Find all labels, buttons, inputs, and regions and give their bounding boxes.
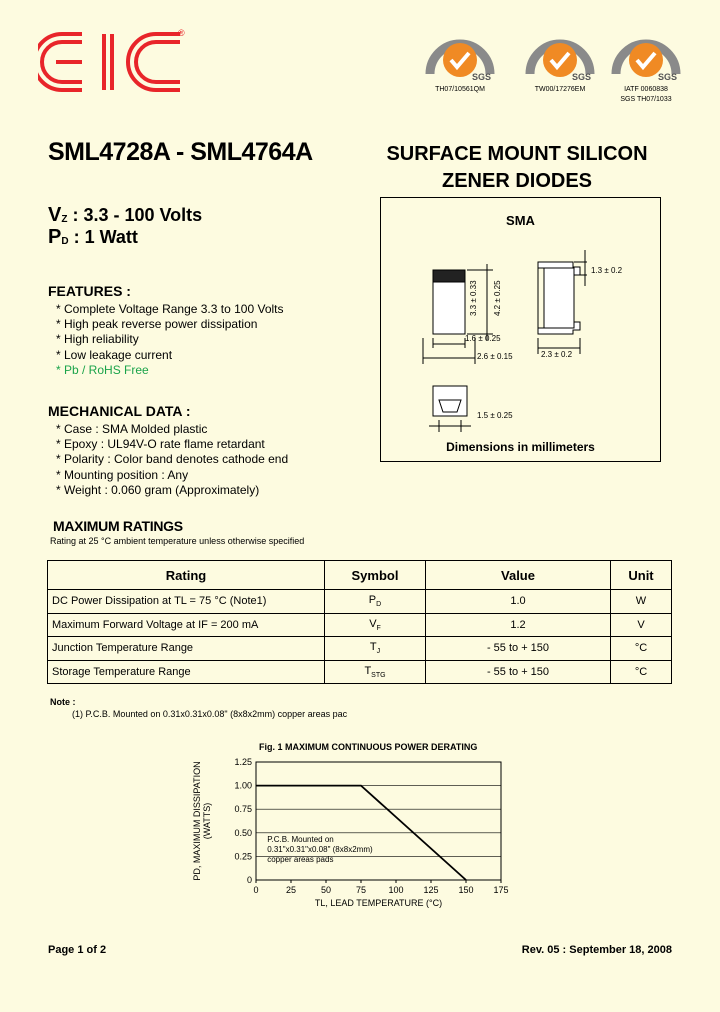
symbol-letter: P (368, 594, 377, 607)
eic-logo (38, 26, 190, 98)
x-tick-label: 150 (458, 885, 474, 895)
unit-cell: W (611, 590, 672, 614)
unit-cell: °C (611, 660, 672, 684)
value-cell: 1.2 (426, 613, 611, 637)
mechanical-list (56, 422, 288, 498)
feature-item: * Low leakage current (56, 347, 173, 362)
value-cell: 1.0 (426, 590, 611, 614)
vz-spec (48, 204, 202, 227)
symbol-letter: T (369, 641, 377, 654)
page-number: Page 1 of 2 (48, 944, 107, 956)
table-row (48, 590, 672, 614)
ratings-table (47, 560, 672, 684)
vz-value: : 3.3 - 100 Volts (72, 205, 203, 225)
rating-cell: Maximum Forward Voltage at IF = 200 mA (48, 613, 325, 637)
dim-lead-thickness: 1.3 ± 0.2 (591, 266, 623, 275)
symbol-subscript: D (376, 601, 382, 609)
symbol-letter: T (364, 664, 372, 677)
note-heading: Note : (50, 697, 76, 707)
value-cell: - 55 to + 150 (426, 660, 611, 684)
registered-mark: ® (178, 28, 185, 38)
table-row (48, 637, 672, 661)
revision-date: Rev. 05 : September 18, 2008 (521, 944, 672, 956)
y-tick-label: 1.00 (234, 780, 252, 791)
y-tick-label: 0.75 (234, 804, 252, 815)
header-symbol: Symbol (325, 561, 426, 590)
symbol-cell (325, 613, 426, 637)
header-value: Value (426, 561, 611, 590)
dim-lead-length: 1.5 ± 0.25 (477, 411, 513, 420)
package-name: SMA (506, 213, 535, 228)
chart-annotation: P.C.B. Mounted on (267, 835, 334, 845)
rating-cell: DC Power Dissipation at TL = 75 °C (Note1) (48, 590, 325, 614)
product-description (352, 141, 682, 195)
dim-body-length: 3.3 ± 0.33 (469, 280, 478, 316)
x-tick-label: 75 (355, 885, 367, 895)
vz-subscript: Z (61, 214, 68, 225)
mechanical-item: * Mounting position : Any (56, 467, 189, 482)
derating-chart (180, 750, 520, 910)
x-tick-label: 100 (388, 885, 404, 895)
sgs-label: SGS (472, 72, 492, 82)
chart-annotation: copper areas pads (267, 855, 334, 865)
symbol-letter: V (369, 617, 377, 630)
features-list (56, 302, 284, 378)
y-tick-label: 0.25 (234, 851, 252, 862)
dimension-caption: Dimensions in millimeters (446, 440, 595, 454)
features-heading: FEATURES : (48, 283, 131, 299)
feature-item: * High peak reverse power dissipation (56, 317, 258, 332)
dim-band-width: 1.6 ± 0.25 (465, 334, 501, 343)
pd-value: : 1 Watt (73, 227, 138, 247)
table-row (48, 660, 672, 684)
sgs-label: SGS (658, 72, 678, 82)
y-tick-label: 1.25 (234, 757, 252, 767)
cert-code-2: TW00/17276EM (534, 86, 586, 93)
cert-code-3b: SGS TH07/1033 (620, 96, 672, 103)
table-row (48, 613, 672, 637)
unit-cell: V (611, 613, 672, 637)
value-cell: - 55 to + 150 (426, 637, 611, 661)
dim-height: 2.3 ± 0.2 (541, 350, 573, 359)
symbol-cell (325, 637, 426, 661)
symbol-subscript: F (376, 624, 381, 632)
mechanical-item: * Epoxy : UL94V-O rate flame retardant (56, 437, 265, 452)
mechanical-item: * Polarity : Color band denotes cathode end (56, 452, 289, 467)
y-axis-label: PD, MAXIMUM DISSIPATION (192, 761, 202, 881)
symbol-subscript: J (376, 648, 381, 656)
table-header-row (48, 561, 672, 590)
rating-cell: Storage Temperature Range (48, 660, 325, 684)
y-axis-label-units: (WATTS) (202, 802, 212, 840)
cert-code-3a: IATF 0060838 (624, 86, 668, 93)
description-line-2: ZENER DIODES (441, 170, 593, 192)
header-unit: Unit (611, 561, 672, 590)
ts16949-badge (600, 22, 692, 92)
header-rating: Rating (48, 561, 325, 590)
description-line-1: SURFACE MOUNT SILICON (386, 143, 648, 165)
part-number-title: SML4728A - SML4764A (48, 138, 313, 166)
cert-code-1: TH07/10561QM (435, 86, 485, 93)
x-axis-label: TL, LEAD TEMPERATURE (°C) (314, 898, 443, 908)
x-tick-label: 0 (253, 885, 259, 895)
iso9001-badge-2 (514, 22, 606, 92)
x-tick-label: 25 (285, 885, 297, 895)
symbol-subscript: STG (371, 671, 386, 679)
symbol-cell (325, 660, 426, 684)
package-outline-box (380, 197, 661, 462)
max-ratings-heading: MAXIMUM RATINGS (53, 518, 183, 534)
rohs-feature-item: * Pb / RoHS Free (56, 362, 149, 377)
iso9001-badge-1 (414, 22, 506, 92)
dim-overall-length: 4.2 ± 0.25 (493, 280, 502, 316)
mechanical-item: * Case : SMA Molded plastic (56, 422, 208, 436)
mechanical-heading: MECHANICAL DATA : (48, 403, 191, 419)
note-1: (1) P.C.B. Mounted on 0.31x0.31x0.08" (8x8x2mm) copper areas pac (72, 709, 348, 719)
max-ratings-note: Rating at 25 °C ambient temperature unless otherwise specified (50, 536, 305, 546)
chart-annotation: 0.31"x0.31"x0.08" (8x8x2mm) (267, 845, 373, 855)
x-tick-label: 175 (493, 885, 509, 895)
pd-spec (48, 226, 138, 249)
rating-cell: Junction Temperature Range (48, 637, 325, 661)
vz-symbol: V (48, 204, 62, 226)
x-tick-label: 125 (423, 885, 439, 895)
pd-symbol: P (48, 226, 62, 248)
dim-body-width: 2.6 ± 0.15 (477, 352, 513, 361)
y-tick-label: 0 (246, 875, 252, 885)
unit-cell: °C (611, 637, 672, 661)
sgs-label: SGS (572, 72, 592, 82)
symbol-cell (325, 590, 426, 614)
x-tick-label: 50 (320, 885, 332, 895)
package-drawing (381, 198, 660, 461)
mechanical-item: * Weight : 0.060 gram (Approximately) (56, 482, 260, 497)
feature-item: * High reliability (56, 332, 139, 347)
figure-title: Fig. 1 MAXIMUM CONTINUOUS POWER DERATING (259, 742, 478, 752)
feature-item: * Complete Voltage Range 3.3 to 100 Volts (56, 302, 284, 316)
pd-subscript: D (61, 236, 69, 247)
y-tick-label: 0.50 (234, 827, 252, 838)
